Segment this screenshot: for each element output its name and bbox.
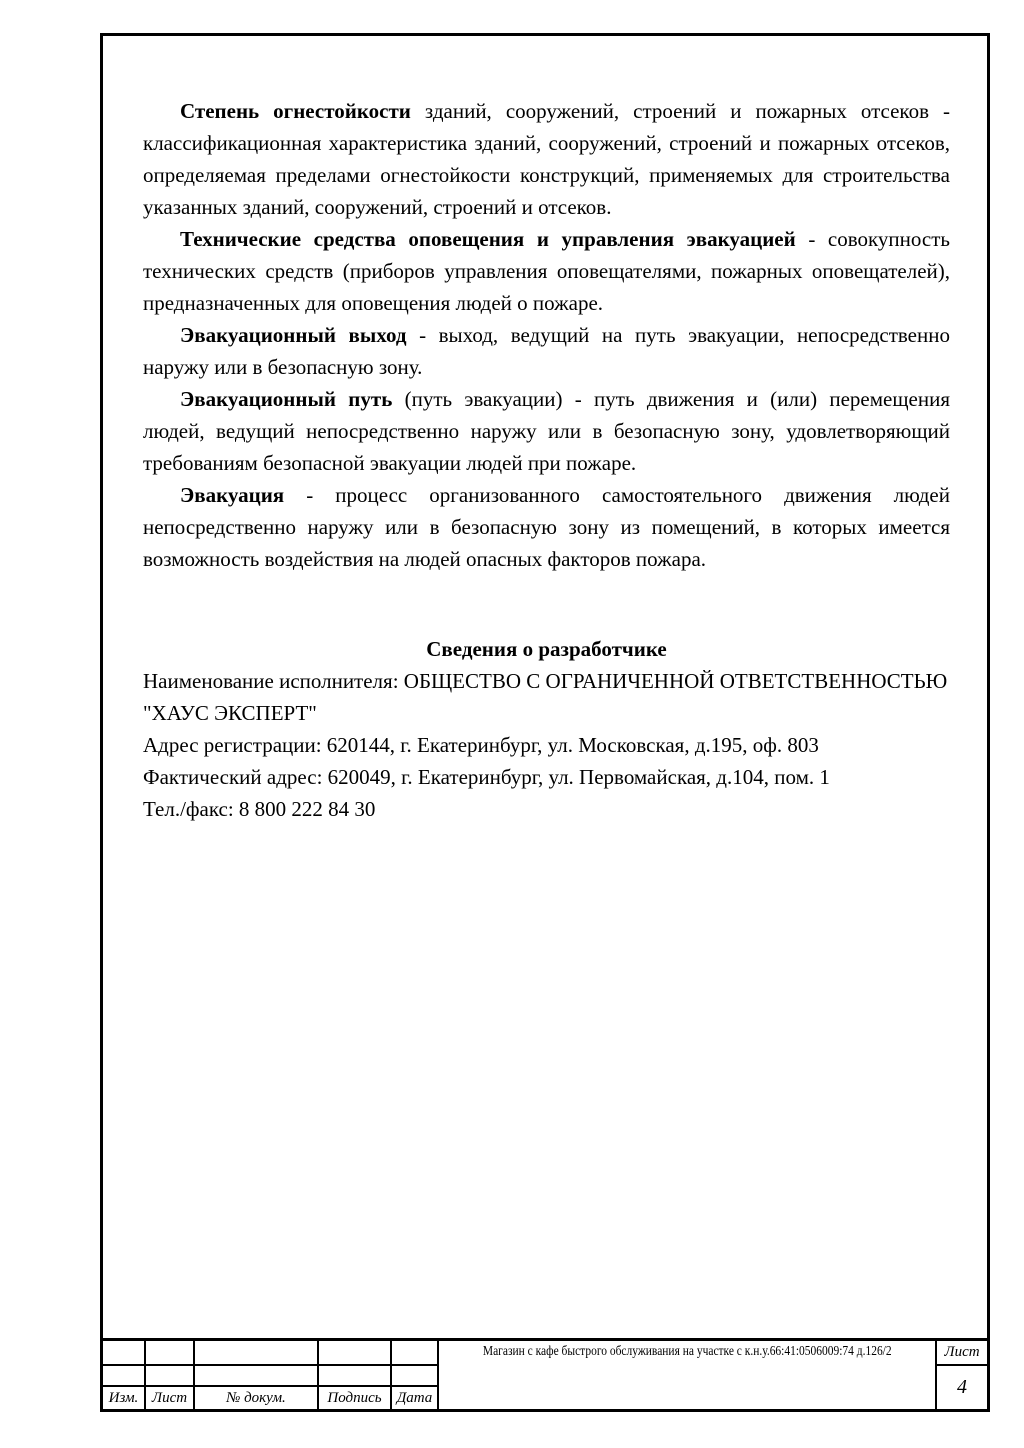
developer-registration-address-line: Адрес регистрации: 620144, г. Екатеринбург, ул. Московская, д.195, оф. 803 <box>143 733 819 757</box>
titleblock-empty-cell <box>319 1341 390 1364</box>
paragraph-fire-resistance-text: зданий, сооружений, строений и пожарных отсеков - классификационная характеристика зданий, сооружений, строений и пожарных отсеков, определяемая пределами огнестойкости конструкций, применяемых для строительства указанных зданий, сооружений, строений и отсеков. <box>143 99 950 219</box>
paragraph-technical-means-text: - совокупность технических средств (приборов управления оповещателями, пожарных оповещателей), предназначенных для оповещения людей о пожаре. <box>143 227 950 315</box>
term-evacuation-path: Эвакуационный путь <box>180 387 393 411</box>
term-evacuation: Эвакуация <box>180 483 285 507</box>
titleblock-empty-cell <box>146 1341 193 1364</box>
sheet-label-cell: Лист <box>937 1341 987 1364</box>
titleblock-empty-cell <box>103 1341 144 1364</box>
developer-actual-address-line: Фактический адрес: 620049, г. Екатеринбург, ул. Первомайская, д.104, пом. 1 <box>143 765 830 789</box>
developer-section-heading: Сведения о разработчике <box>426 637 667 661</box>
developer-name-line: Наименование исполнителя: ОБЩЕСТВО С ОГРАНИЧЕННОЙ ОТВЕТСТВЕННОСТЬЮ "ХАУС ЭКСПЕРТ" <box>143 669 948 725</box>
term-fire-resistance: Степень огнестойкости <box>180 99 411 123</box>
titleblock-empty-cell <box>392 1341 437 1364</box>
project-title-text: Магазин с кафе быстрого обслуживания на участке с к.н.у.66:41:0506009:74 д.126/2 <box>482 1344 892 1359</box>
paragraph-technical-means <box>143 223 950 319</box>
column-header-data: Дата <box>392 1387 437 1409</box>
sheet-number-cell: 4 <box>937 1366 987 1409</box>
term-evacuation-exit: Эвакуационный выход <box>180 323 407 347</box>
page-border-frame <box>100 33 990 1412</box>
titleblock-empty-cell <box>103 1366 144 1385</box>
column-header-podpis: Подпись <box>319 1387 390 1409</box>
column-header-izm: Изм. <box>103 1387 144 1409</box>
titleblock-table <box>100 1338 990 1412</box>
titleblock-empty-cell <box>146 1366 193 1385</box>
paragraph-evacuation <box>143 479 950 575</box>
column-header-dokum: № докум. <box>195 1387 317 1409</box>
paragraph-evacuation-exit-text: - выход, ведущий на путь эвакуации, непосредственно наружу или в безопасную зону. <box>143 323 950 379</box>
column-header-list: Лист <box>146 1387 193 1409</box>
developer-phone-line: Тел./факс: 8 800 222 84 30 <box>143 797 376 821</box>
paragraph-evacuation-exit <box>143 319 950 383</box>
titleblock-empty-cell <box>195 1341 317 1364</box>
term-technical-means: Технические средства оповещения и управления эвакуацией <box>180 227 796 251</box>
titleblock-empty-cell <box>392 1366 437 1385</box>
titleblock-empty-cell <box>319 1366 390 1385</box>
document-body <box>143 36 950 825</box>
paragraph-evacuation-path <box>143 383 950 479</box>
paragraph-fire-resistance <box>143 95 950 223</box>
paragraph-evacuation-path-text: (путь эвакуации) - путь движения и (или) перемещения людей, ведущий непосредственно наружу или в безопасную зону, удовлетворяющий требованиям безопасной эвакуации людей при пожаре. <box>143 387 950 475</box>
titleblock-empty-cell <box>195 1366 317 1385</box>
project-title-cell <box>439 1341 935 1409</box>
paragraph-evacuation-text: - процесс организованного самостоятельного движения людей непосредственно наружу или в безопасную зону из помещений, в которых имеется возможность воздействия на людей опасных факторов пожара. <box>143 483 950 571</box>
